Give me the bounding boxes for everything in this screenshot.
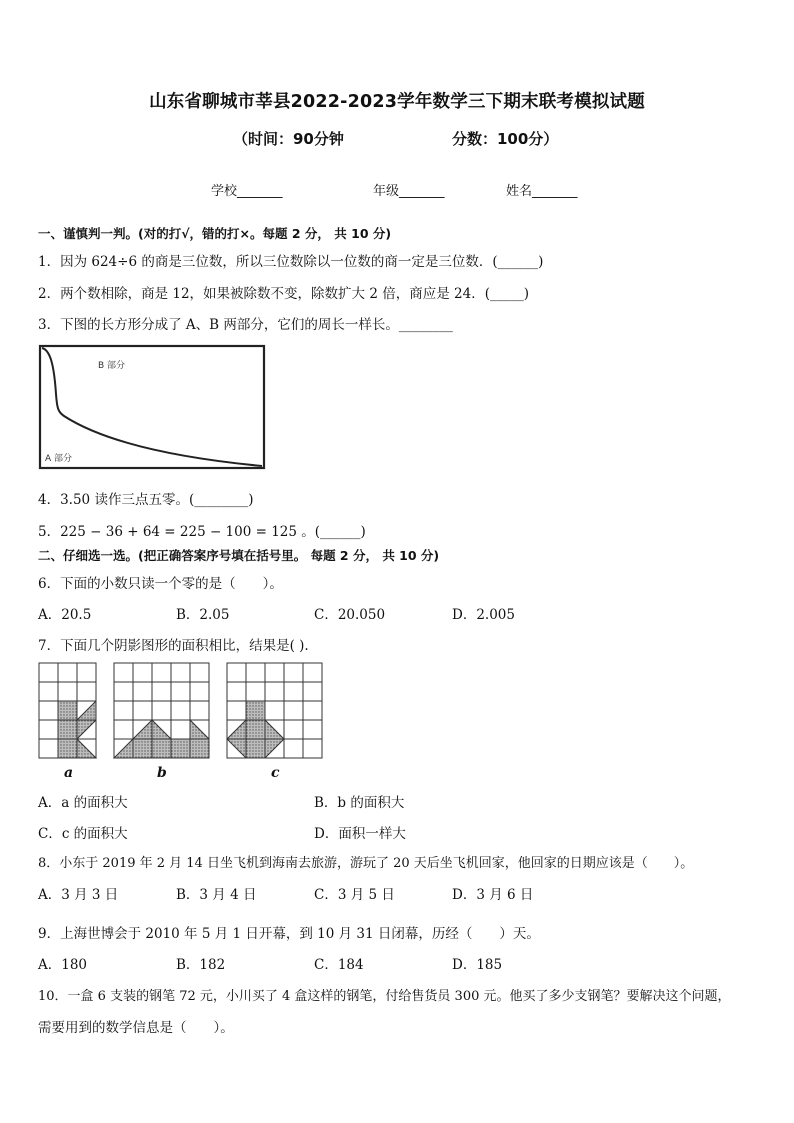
question-9: 9．上海世博会于 2010 年 5 月 1 日开幕，到 10 月 31 日闭幕，历经（ ）天。 (38, 926, 540, 942)
grid-c (227, 663, 322, 758)
label-a: A 部分 (45, 454, 73, 464)
grade-field[interactable]: 年级_______ (373, 184, 445, 199)
q8-option-b[interactable]: B．3 月 4 日 (176, 887, 257, 903)
dividing-curve (42, 348, 262, 466)
q8-option-a[interactable]: A．3 月 3 日 (38, 887, 119, 903)
grid-b (114, 663, 209, 758)
q6-option-d[interactable]: D．2.005 (452, 607, 515, 623)
question-4: 4．3.50 读作三点五零。(________) (38, 492, 254, 508)
rectangle-figure (38, 344, 268, 472)
q9-option-a[interactable]: A．180 (38, 957, 88, 973)
question-10-line-1: 10．一盒 6 支装的钢笔 72 元，小川买了 4 盒这样的钢笔，付给售货员 300 元。他买了多少支钢笔？要解决这个问题， (38, 989, 731, 1004)
label-b: B 部分 (98, 361, 126, 371)
q9-option-d[interactable]: D．185 (452, 957, 503, 973)
question-3: 3．下图的长方形分成了 A、B 两部分，它们的周长一样长。________ (38, 317, 453, 333)
grid-a (39, 663, 96, 758)
q8-option-c[interactable]: C．3 月 5 日 (314, 887, 395, 903)
question-7: 7．下面几个阴影图形的面积相比，结果是( ). (38, 638, 309, 654)
q8-option-d[interactable]: D．3 月 6 日 (452, 887, 534, 903)
section-1-heading: 一、谨慎判一判。(对的打√，错的打×。每题 2 分， 共 10 分) (38, 226, 392, 241)
q7-option-a[interactable]: A．a 的面积大 (38, 795, 128, 811)
figure-label-b: b (157, 765, 167, 781)
q7-option-d[interactable]: D．面积一样大 (314, 826, 406, 842)
figure-label-a: a (64, 765, 74, 781)
exam-time: （时间：90分钟 (233, 130, 344, 148)
q7-option-b[interactable]: B．b 的面积大 (314, 795, 405, 811)
question-6: 6．下面的小数只读一个零的是（ ）。 (38, 576, 283, 592)
q9-option-b[interactable]: B．182 (176, 957, 226, 973)
question-8: 8．小东于 2019 年 2 月 14 日坐飞机到海南去旅游，游玩了 20 天后坐飞机回家，他回家的日期应该是（ ）。 (38, 856, 694, 871)
q7-option-c[interactable]: C．c 的面积大 (38, 826, 128, 842)
shaded-grids-figure (36, 660, 336, 785)
q6-option-c[interactable]: C．20.050 (314, 607, 386, 623)
question-5: 5．225 − 36 + 64 = 225 − 100 = 125 。(______) (38, 524, 366, 540)
q6-option-a[interactable]: A．20.5 (38, 607, 92, 623)
section-2-heading: 二、仔细选一选。(把正确答案序号填在括号里。 每题 2 分， 共 10 分) (38, 548, 440, 563)
shaded-shape-c (227, 701, 284, 758)
name-field[interactable]: 姓名_______ (506, 184, 578, 199)
school-field[interactable]: 学校_______ (211, 184, 283, 199)
q9-option-c[interactable]: C．184 (314, 957, 364, 973)
question-2: 2．两个数相除，商是 12，如果被除数不变，除数扩大 2 倍，商应是 24．(_____) (38, 286, 529, 302)
exam-score: 分数：100分） (452, 130, 559, 148)
page-title: 山东省聊城市莘县2022-2023学年数学三下期末联考模拟试题 (149, 92, 645, 112)
question-1: 1．因为 624÷6 的商是三位数，所以三位数除以一位数的商一定是三位数．(______) (38, 254, 544, 270)
q6-option-b[interactable]: B．2.05 (176, 607, 230, 623)
question-10-line-2: 需要用到的数学信息是（ ）。 (38, 1020, 234, 1036)
figure-label-c: c (271, 765, 280, 781)
